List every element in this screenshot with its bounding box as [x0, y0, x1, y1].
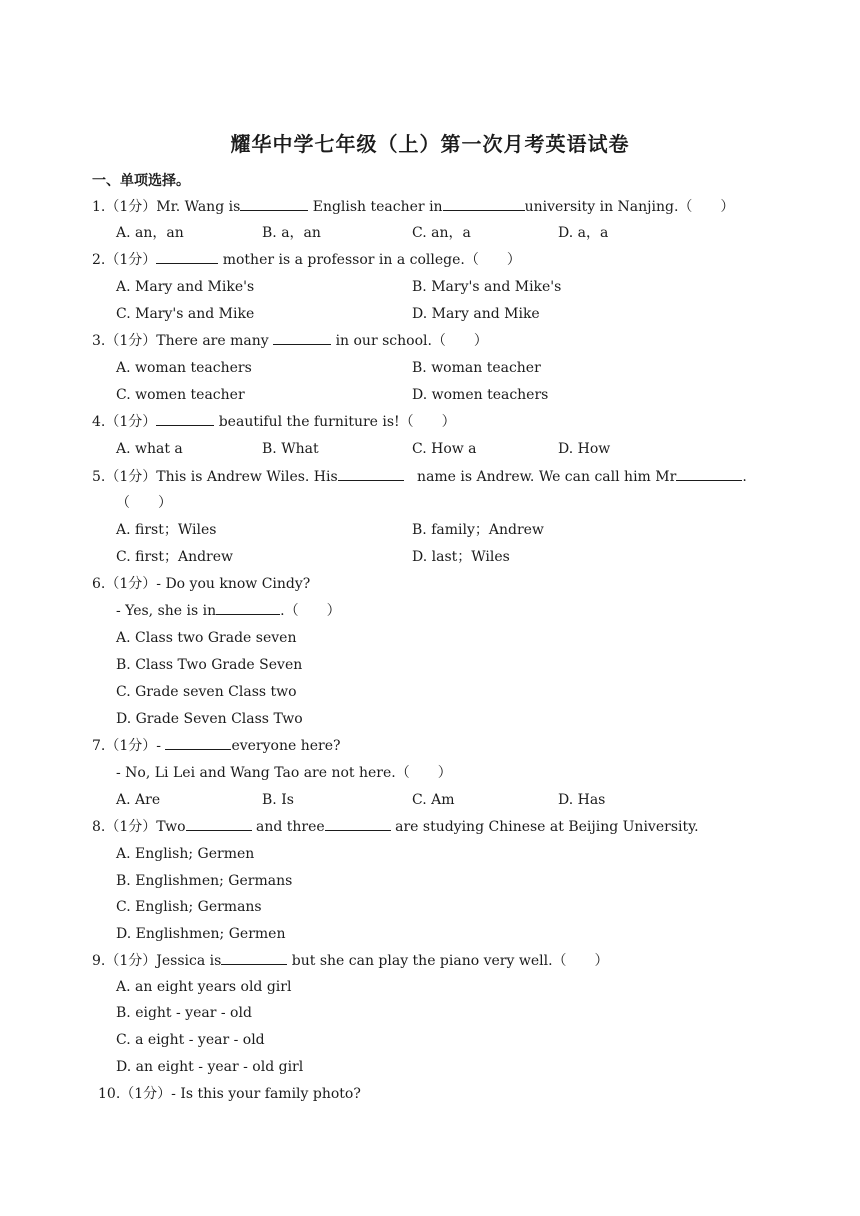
question-text: 4.（1分） — [92, 414, 157, 430]
question-8 — [92, 818, 699, 836]
option-c: C. Am — [412, 792, 455, 808]
option-b: B. eight - year - old — [116, 1005, 252, 1021]
option-c: C. Mary's and Mike — [116, 306, 255, 322]
question-text: are studying Chinese at Beijing University. — [395, 819, 699, 835]
answer-blank — [676, 468, 742, 481]
question-3 — [92, 332, 488, 350]
question-text: 7.（1分）- — [92, 738, 161, 754]
option-b: B. What — [262, 441, 319, 457]
question-9 — [92, 952, 609, 970]
question-2 — [92, 251, 521, 269]
option-b: B. a，an — [262, 225, 321, 241]
option-d: D. last；Wiles — [412, 549, 510, 565]
question-text: beautiful the furniture is!（ ） — [218, 414, 456, 430]
option-b: B. woman teacher — [412, 360, 541, 376]
question-text: name is Andrew. We can call him Mr — [417, 469, 677, 485]
option-a: A. an eight years old girl — [116, 979, 292, 995]
answer-blank — [165, 737, 231, 750]
question-text: mother is a professor in a college.（ ） — [222, 252, 521, 268]
answer-blank — [216, 602, 280, 615]
question-text: English teacher in — [312, 199, 443, 215]
option-a: A. Are — [116, 792, 161, 808]
answer-blank — [186, 818, 252, 831]
question-text: - Yes, she is in — [116, 603, 217, 619]
option-b: B. Englishmen; Germans — [116, 873, 293, 889]
answer-blank — [325, 818, 391, 831]
question-text: 9.（1分）Jessica is — [92, 953, 222, 969]
option-d: D. Mary and Mike — [412, 306, 540, 322]
answer-blank — [443, 198, 525, 211]
question-text: university in Nanjing.（ ） — [524, 199, 735, 215]
option-d: D. Has — [558, 792, 606, 808]
option-c: C. Grade seven Class two — [116, 684, 297, 700]
question-5 — [92, 468, 747, 486]
question-text: but she can play the piano very well.（ ） — [291, 953, 609, 969]
option-a: A. what a — [116, 441, 183, 457]
option-b: B. Is — [262, 792, 294, 808]
section-heading: 一、单项选择。 — [92, 173, 190, 189]
option-d: D. women teachers — [412, 387, 549, 403]
option-b: B. Mary's and Mike's — [412, 279, 562, 295]
answer-blank — [338, 468, 404, 481]
option-a: A. Mary and Mike's — [116, 279, 255, 295]
answer-blank — [240, 198, 308, 211]
question-7 — [92, 737, 341, 755]
option-d: D. Englishmen; Germen — [116, 926, 286, 942]
option-c: C. English; Germans — [116, 899, 262, 915]
option-c: C. an，a — [412, 225, 471, 241]
question-text: everyone here? — [231, 738, 341, 754]
question-text: 3.（1分）There are many — [92, 333, 269, 349]
option-c: C. first；Andrew — [116, 549, 234, 565]
option-a: A. woman teachers — [116, 360, 252, 376]
option-c: C. How a — [412, 441, 477, 457]
option-d: D. an eight - year - old girl — [116, 1059, 304, 1075]
answer-paren: （ ） — [116, 495, 172, 511]
option-d: D. Grade Seven Class Two — [116, 711, 303, 727]
question-6: 6.（1分）- Do you know Cindy? — [92, 576, 311, 592]
exam-title: 耀华中学七年级（上）第一次月考英语试卷 — [230, 132, 630, 156]
question-4 — [92, 413, 456, 431]
option-a: A. Class two Grade seven — [116, 630, 297, 646]
question-1 — [92, 198, 734, 216]
option-a: A. first；Wiles — [116, 522, 217, 538]
question-text: 5.（1分）This is Andrew Wiles. His — [92, 469, 338, 485]
question-text: .（ ） — [280, 603, 341, 619]
answer-blank — [221, 952, 287, 965]
option-a: A. English; Germen — [116, 846, 255, 862]
answer-blank — [156, 413, 214, 426]
question-text: . — [742, 469, 747, 485]
question-text: and three — [255, 819, 325, 835]
option-d: D. a，a — [558, 225, 609, 241]
answer-blank — [156, 251, 218, 264]
option-b: B. family；Andrew — [412, 522, 544, 538]
question-text: 8.（1分）Two — [92, 819, 186, 835]
answer-blank — [273, 332, 331, 345]
question-text: in our school.（ ） — [335, 333, 488, 349]
option-a: A. an，an — [116, 225, 184, 241]
question-6-reply — [116, 602, 341, 620]
question-10: 10.（1分）- Is this your family photo? — [98, 1086, 361, 1102]
option-d: D. How — [558, 441, 611, 457]
option-c: C. women teacher — [116, 387, 245, 403]
question-7-reply: - No, Li Lei and Wang Tao are not here.（ ） — [116, 765, 452, 781]
option-c: C. a eight - year - old — [116, 1032, 265, 1048]
option-b: B. Class Two Grade Seven — [116, 657, 303, 673]
question-text: 1.（1分）Mr. Wang is — [92, 199, 241, 215]
question-text: 2.（1分） — [92, 252, 157, 268]
